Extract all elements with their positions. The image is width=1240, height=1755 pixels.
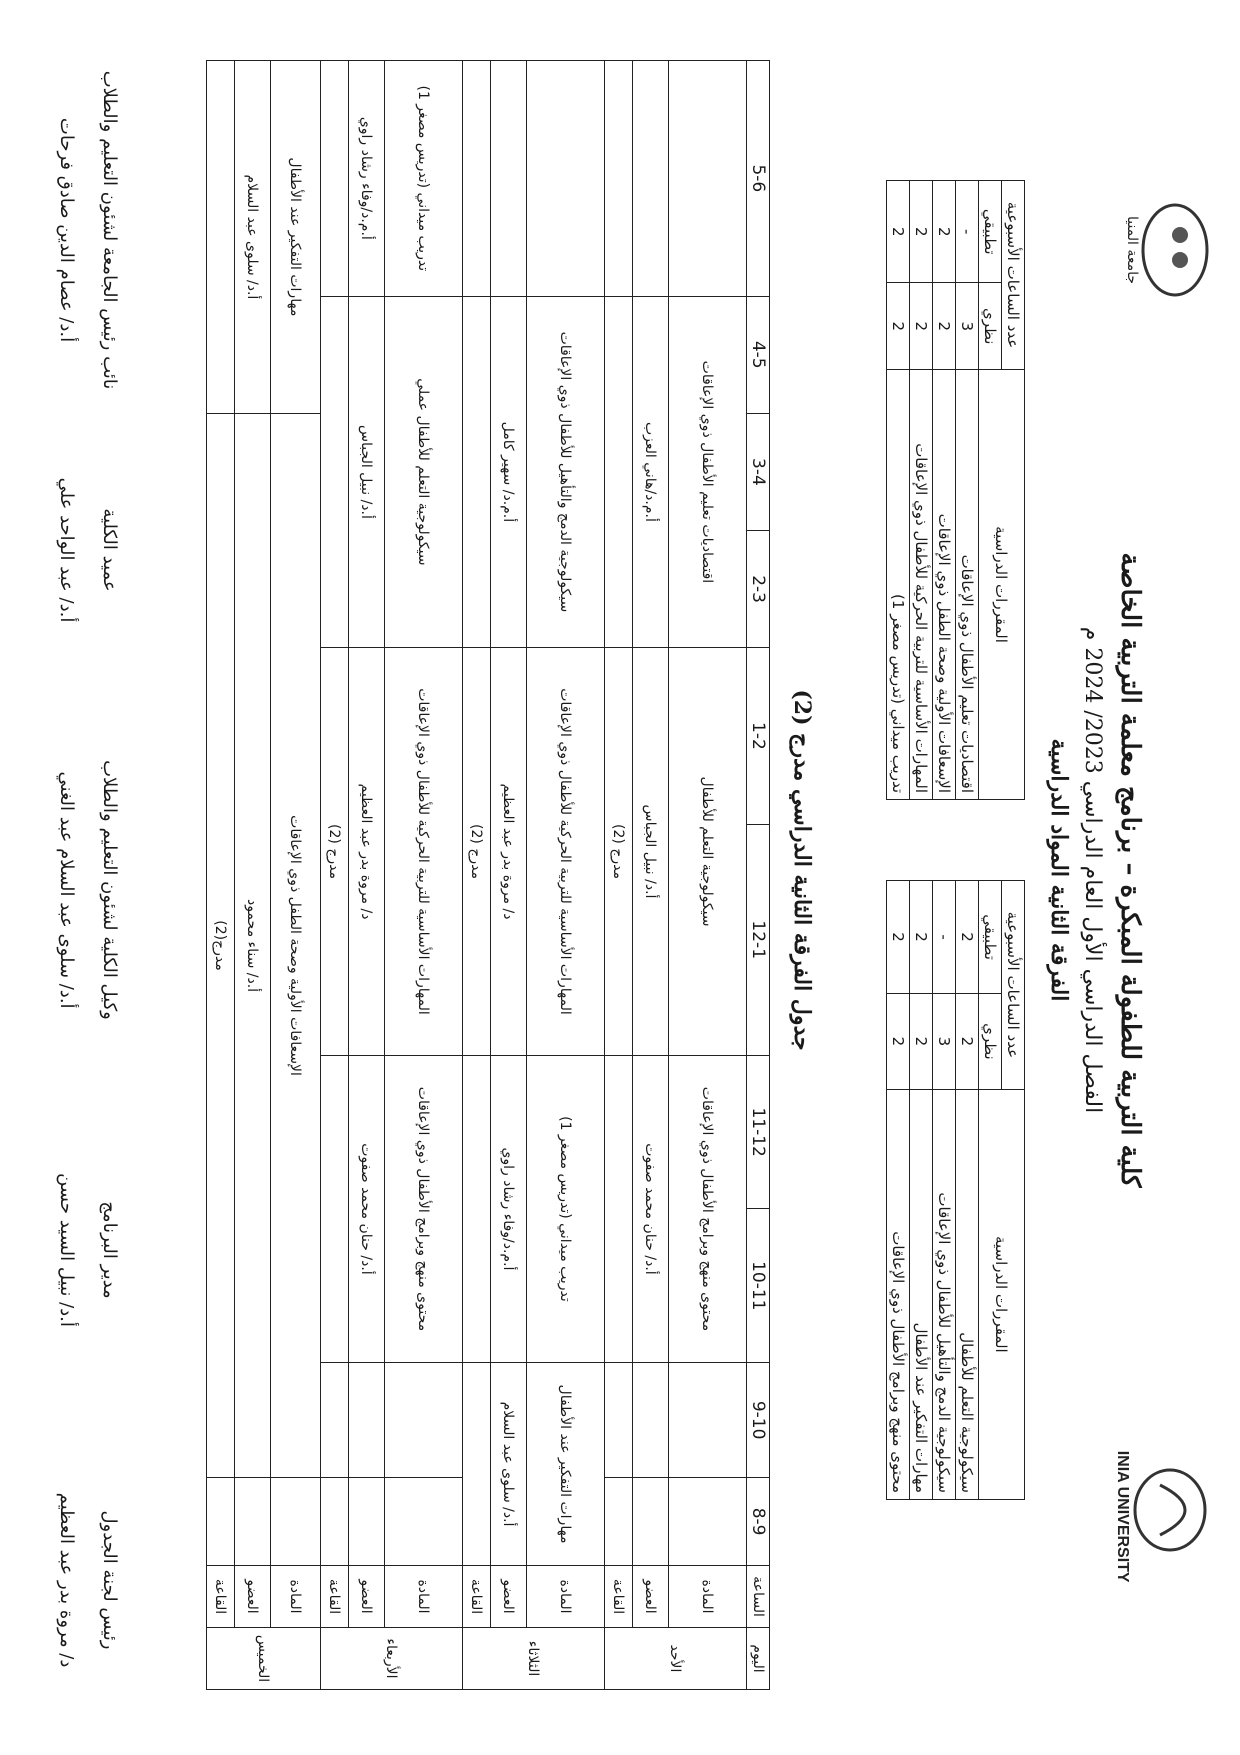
schedule-row-subject [271, 61, 321, 1690]
schedule-table [206, 60, 770, 1690]
day-label: الثلاثاء [463, 1628, 605, 1690]
table-cell: محتوى منهج وبرامج الأطفال ذوي الإعاقات [385, 1055, 463, 1362]
table-cell: المادة [271, 1566, 321, 1628]
table-cell: 2 [933, 283, 956, 370]
table-cell: 2 [956, 994, 979, 1090]
table-cell: 2 [910, 881, 933, 994]
schedule-row-subject [527, 61, 605, 1690]
table-row [910, 881, 933, 1500]
table-cell: 2 [887, 994, 910, 1090]
table-cell [321, 1055, 349, 1362]
table-cell: أ.د/ سلوى عبد السلام [491, 1363, 527, 1566]
table-cell [605, 61, 633, 297]
table-cell: 3 [933, 994, 956, 1090]
schedule-row-member [633, 61, 669, 1690]
schedule-title: جدول الفرقة الثانية الدراسي مدرج (2) [789, 689, 815, 1051]
table-row [910, 181, 933, 800]
table-cell: اقتصاديات تعليم الأطفال ذوي الإعاقات [956, 370, 979, 800]
col-theory: نظري [979, 994, 1002, 1090]
table-cell: أ.د/ سناء محمود [235, 413, 271, 1477]
table-cell: د/ مروة بدر عبد العظيم [491, 648, 527, 1056]
table-cell [385, 1363, 463, 1478]
table-cell: سيكولوجية الدمج والتأهيل للأطفال ذوي الإعاقات [527, 296, 605, 648]
signature-block [56, 40, 120, 420]
table-cell: أ.م.د/ سهير كامل [491, 296, 527, 648]
table-cell: الإسعافات الأولية وصحة الطفل ذوي الإعاقات [271, 413, 321, 1477]
col-theory: نظري [979, 283, 1002, 370]
schedule-row-hall [463, 61, 491, 1690]
slot-header: 12-1 [747, 824, 770, 1055]
table-cell [527, 61, 605, 297]
schedule-row-member [349, 61, 385, 1690]
table-cell: محتوى منهج وبرامج الأطفال ذوي الإعاقات [669, 1055, 747, 1362]
table-cell: المادة [385, 1566, 463, 1628]
signature-block [56, 420, 120, 680]
table-cell [321, 1363, 349, 1478]
table-cell: أ.د/ سلوى عبد السلام [235, 61, 271, 414]
table-cell: القاعة [463, 1566, 491, 1628]
table-cell: أ.م.د/هاني العزب [633, 296, 669, 648]
table-cell [605, 296, 633, 648]
table-row [887, 181, 910, 800]
table-cell [633, 1478, 669, 1566]
signature-role: وكيل الكلية لشئون التعليم والطلاب [99, 760, 120, 1020]
table-cell [605, 1055, 633, 1362]
schedule-row-subject [385, 61, 463, 1690]
schedule-row-subject [669, 61, 747, 1690]
table-cell: العضو [235, 1566, 271, 1628]
signature-block [56, 700, 120, 1080]
logo-left-text: MINIA UNIVERSITY [1114, 1450, 1131, 1583]
signature-role: مدير البرنامج [99, 1201, 120, 1299]
signature-block [56, 1100, 120, 1400]
table-cell: سيكولوجية التعلم للأطفال عملي [385, 296, 463, 648]
table-cell [605, 1478, 633, 1566]
table-cell: أ.م.د/وفاء رشاد راوي [491, 1055, 527, 1362]
table-cell [463, 61, 491, 297]
day-label: الأحد [605, 1628, 747, 1690]
table-cell: العضو [633, 1566, 669, 1628]
table-cell: سيكولوجية التعلم للأطفال [669, 648, 747, 1056]
table-cell: المهارات الأساسية للتربية الحركية للأطفال ذوي الإعاقات [910, 370, 933, 800]
signature-name: د/ مروة بدر عبد العظيم [56, 1492, 77, 1668]
table-cell: 2 [933, 181, 956, 283]
slot-header: 11-12 [747, 1055, 770, 1209]
table-cell: العضو [349, 1566, 385, 1628]
table-cell: تدريب ميداني (تدريس مصغر 1) [527, 1055, 605, 1362]
table-cell [669, 61, 747, 297]
signature-name: أ.د/ سلوى عبد السلام عبد الغني [56, 771, 77, 1009]
day-label: الأربعاء [321, 1628, 463, 1690]
table-cell: سيكولوجية الدمج والتأهيل للأطفال ذوي الإعاقات [933, 1089, 956, 1499]
table-cell: تدريب ميداني (تدريس مصغر 1) [385, 61, 463, 297]
table-cell: أ.د/ نبيل الجباس [349, 296, 385, 648]
table-cell [669, 1478, 747, 1566]
courses-table-left [886, 880, 1025, 1500]
table-cell: 2 [956, 881, 979, 994]
slot-header: 2-3 [747, 531, 770, 648]
slot-header: 9-10 [747, 1363, 770, 1478]
schedule-row-member [491, 61, 527, 1690]
table-cell: العضو [491, 1566, 527, 1628]
col-hours: عدد الساعات الأسبوعية [1002, 881, 1025, 1090]
table-cell: مهارات التفكير عند الأطفال [910, 1089, 933, 1499]
table-cell [463, 296, 491, 648]
table-row [933, 881, 956, 1500]
table-cell [271, 1478, 321, 1566]
schedule-row-hall [207, 61, 235, 1690]
table-cell [605, 1363, 633, 1478]
corner-day: اليوم [747, 1628, 770, 1690]
table-cell: 3 [956, 283, 979, 370]
table-cell [463, 1363, 491, 1566]
table-cell: 2 [887, 881, 910, 994]
table-row [933, 181, 956, 800]
signature-role: نائب رئيس الجامعة لشئون التعليم والطلاب [99, 70, 120, 390]
table-cell: مدرج (2) [605, 648, 633, 1056]
table-cell [349, 1363, 385, 1478]
university-logo-left [1110, 1450, 1220, 1680]
slot-header: 8-9 [747, 1478, 770, 1566]
logo-right-text: جامعة المنيا [1124, 215, 1140, 285]
col-course: المقررات الدراسية [979, 370, 1025, 800]
table-cell [235, 1478, 271, 1566]
table-cell: 2 [887, 181, 910, 283]
slot-header: 4-5 [747, 296, 770, 413]
signature-name: أ.د/ عبد الواحد علي [56, 477, 77, 623]
table-cell: المهارات الأساسية للتربية الحركية للأطفال ذوي الإعاقات [385, 648, 463, 1056]
slot-header: 1-2 [747, 648, 770, 824]
table-cell: القاعة [605, 1566, 633, 1628]
table-row [956, 181, 979, 800]
signature-name: أ.د/ عصام الدين صادق فرحات [56, 117, 77, 343]
signature-role: عميد الكلية [99, 508, 120, 592]
university-logo-right [1120, 60, 1220, 320]
table-cell [669, 1363, 747, 1478]
table-cell: المادة [669, 1566, 747, 1628]
table-cell [321, 296, 349, 648]
table-row [887, 881, 910, 1500]
table-cell: مدرج (2) [321, 648, 349, 1056]
table-cell: 2 [910, 283, 933, 370]
day-label: الخميس [207, 1628, 321, 1690]
table-cell: - [933, 881, 956, 994]
table-cell [463, 1055, 491, 1362]
table-cell [633, 61, 669, 297]
col-practical: تطبيقي [979, 181, 1002, 283]
signature-block [56, 1430, 120, 1730]
table-cell: تدريب ميداني (تدريس مصغر 1) [887, 370, 910, 800]
schedule-row-hall [605, 61, 633, 1690]
table-cell: 2 [910, 994, 933, 1090]
table-cell: 2 [887, 283, 910, 370]
table-cell [349, 1478, 385, 1566]
table-cell: مهارات التفكير عند الأطفال [271, 61, 321, 414]
level-title: الفرقة الثانية المواد الدراسية [1046, 738, 1072, 1002]
corner-hour: الساعة [747, 1566, 770, 1628]
col-course: المقررات الدراسية [979, 1089, 1025, 1499]
courses-table-right [886, 180, 1025, 800]
table-cell [633, 1363, 669, 1478]
table-cell: أ.د/ حنان محمد صفوت [633, 1055, 669, 1362]
table-cell: 2 [910, 181, 933, 283]
table-cell: القاعة [207, 1566, 235, 1628]
table-cell [207, 61, 235, 414]
table-row [956, 881, 979, 1500]
table-cell [321, 1478, 349, 1566]
table-cell: مهارات التفكير عند الأطفال [527, 1363, 605, 1566]
schedule-row-hall [321, 61, 349, 1690]
table-cell: سيكولوجية التعلم للأطفال [956, 1089, 979, 1499]
slot-header: 3-4 [747, 413, 770, 530]
table-cell: مدرج(2) [207, 413, 235, 1477]
signature-name: أ.د/ نبيل السيد حسن [56, 1173, 77, 1327]
faculty-title: كلية التربية للطفولة المبكرة – برنامج معلمة التربية الخاصة [1115, 552, 1145, 1188]
signature-role: رئيس لجنة الجدول [99, 1510, 120, 1650]
schedule-row-member [235, 61, 271, 1690]
table-cell: - [956, 181, 979, 283]
table-cell: أ.م.د/وفاء رشاد راوي [349, 61, 385, 297]
table-cell: أ.د/ نبيل الجباس [633, 648, 669, 1056]
table-cell: القاعة [321, 1566, 349, 1628]
table-cell [385, 1478, 463, 1566]
table-cell [491, 61, 527, 297]
slot-header: 5-6 [747, 61, 770, 297]
table-cell [321, 61, 349, 297]
col-hours: عدد الساعات الأسبوعية [1002, 181, 1025, 370]
slot-header: 10-11 [747, 1209, 770, 1363]
table-cell: الإسعافات الأولية وصحة الطفل ذوي الإعاقات [933, 370, 956, 800]
schedule-header-row [747, 61, 770, 1690]
table-cell: أ.د/ حنان محمد صفوت [349, 1055, 385, 1362]
table-cell [207, 1478, 235, 1566]
col-practical: تطبيقي [979, 881, 1002, 994]
header [1046, 420, 1145, 1320]
table-cell: د/ مروة بدر عبد العظيم [349, 648, 385, 1056]
table-cell: مدرج (2) [463, 648, 491, 1056]
semester-title: الفصل الدراسي الأول العام الدراسي 2023/ 2024 م [1080, 626, 1105, 1114]
table-cell: المادة [527, 1566, 605, 1628]
table-cell: محتوى منهج وبرامج الأطفال ذوي الإعاقات [887, 1089, 910, 1499]
table-cell: المهارات الأساسية للتربية الحركية للأطفال ذوي الإعاقات [527, 648, 605, 1056]
table-cell: اقتصاديات تعليم الأطفال ذوي الإعاقات [669, 296, 747, 648]
